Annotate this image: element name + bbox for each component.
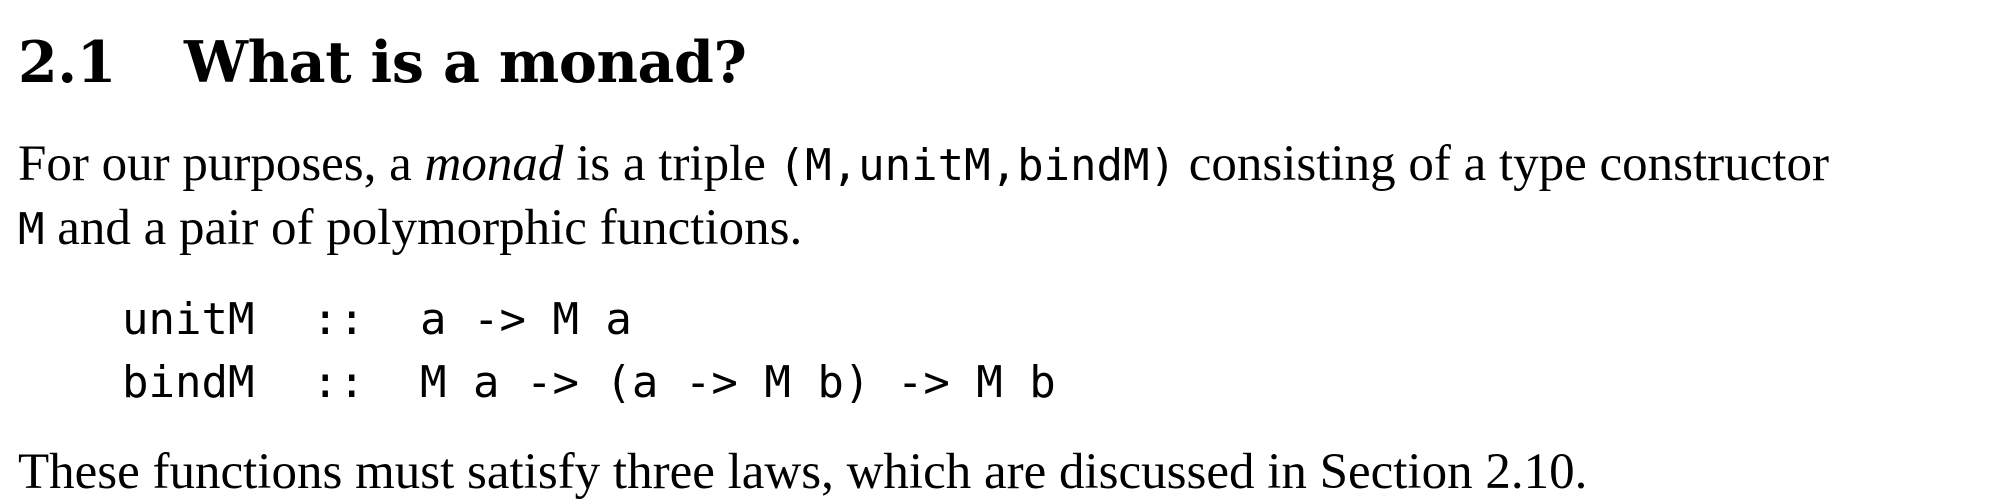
- code-line-bindM: [122, 351, 1056, 415]
- paragraph-1-line-1: [18, 132, 1829, 198]
- type-constructor-code: M: [18, 204, 45, 255]
- section-title: What is a monad?: [184, 29, 747, 96]
- paragraph-1-line-2: [18, 196, 802, 262]
- paragraph-1-mid: is a triple: [563, 136, 779, 192]
- type-separator: ::: [312, 294, 365, 345]
- paragraph-1-intro: For our purposes, a: [18, 136, 425, 192]
- type-signature: M a -> (a -> M b) -> M b: [420, 357, 1056, 408]
- paragraph-1-end: consisting of a type constructor: [1176, 136, 1829, 192]
- section-number: 2.1: [18, 29, 116, 96]
- paragraph-2: These functions must satisfy three laws, which are discussed in Section 2.10.: [18, 444, 1588, 500]
- type-separator: ::: [312, 357, 365, 408]
- triple-code: (M,unitM,bindM): [778, 140, 1177, 191]
- monad-term: monad: [424, 136, 564, 192]
- type-signature: a -> M a: [420, 294, 632, 345]
- code-line-unitM: [122, 288, 632, 352]
- section-heading: [18, 28, 747, 98]
- function-name: unitM: [122, 294, 255, 345]
- function-name: bindM: [122, 357, 255, 408]
- paragraph-1-line-2-text: and a pair of polymorphic functions.: [44, 200, 803, 256]
